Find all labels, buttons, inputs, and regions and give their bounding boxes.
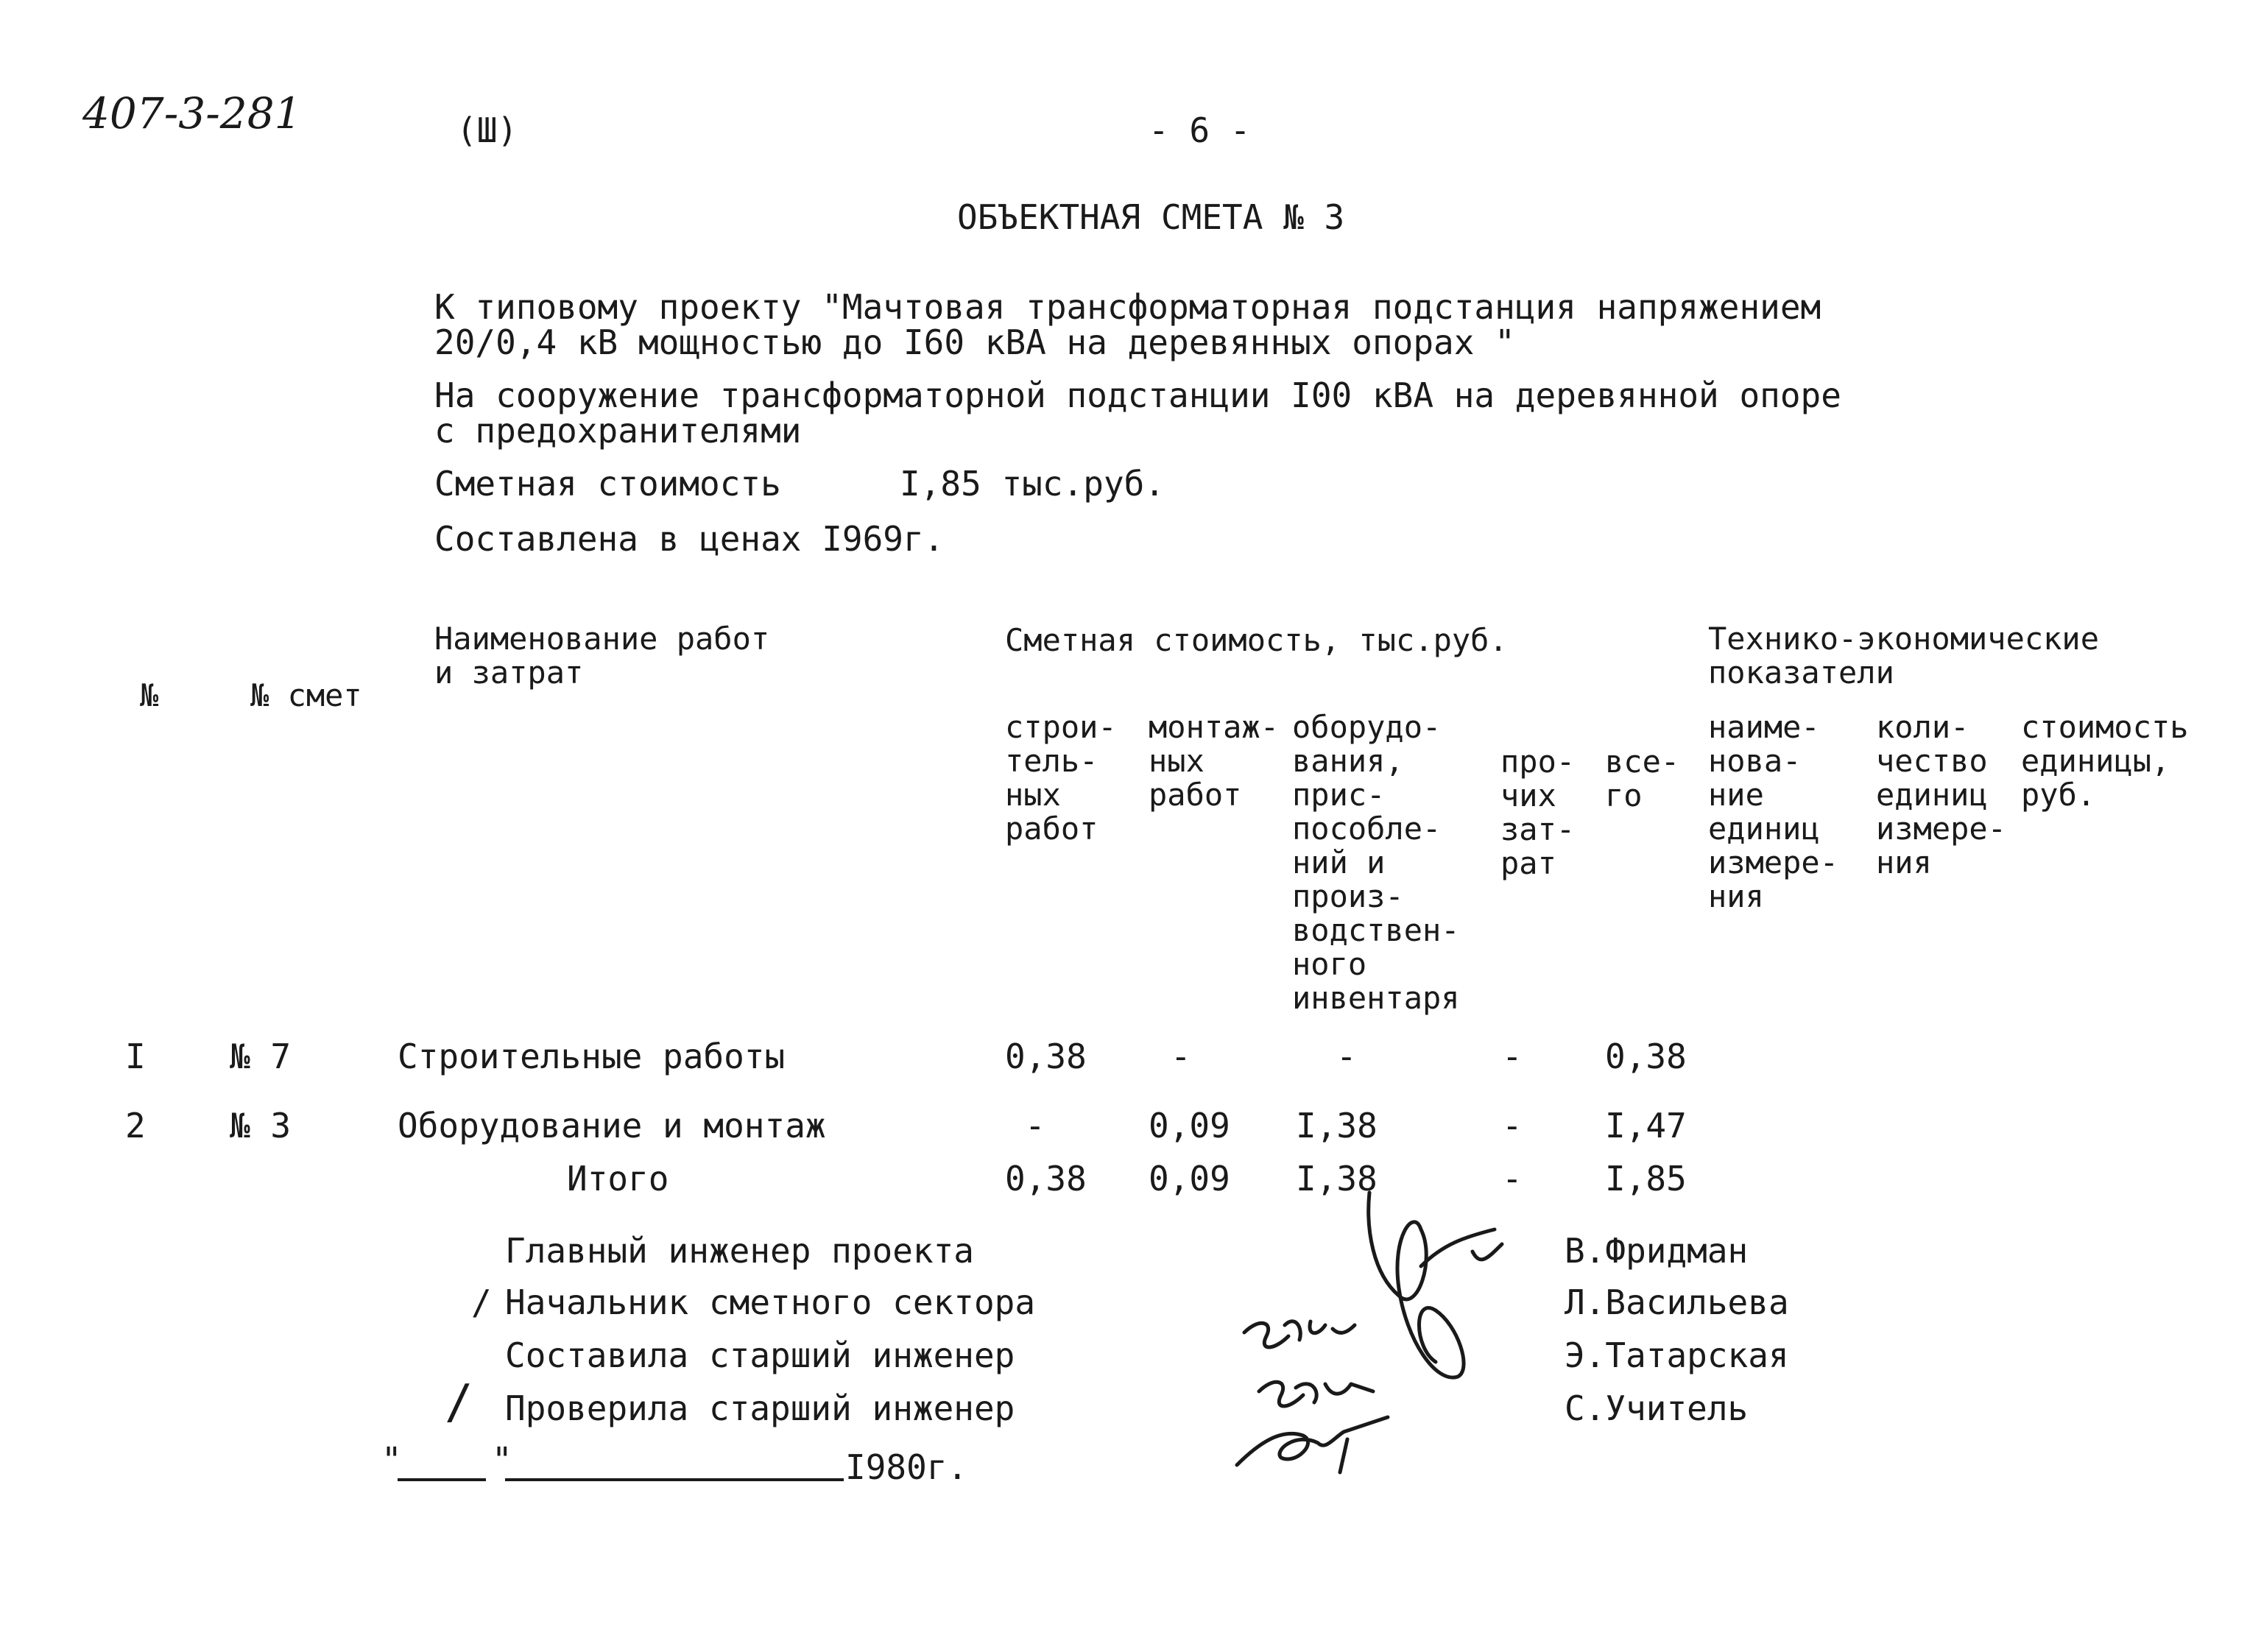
- sub-header-unit-count: коли- чество единиц измере- ния: [1876, 709, 2007, 880]
- signature-2-stroke: [1244, 1321, 1355, 1347]
- document-title: ОБЪЕКТНАЯ СМЕТА № 3: [957, 197, 1345, 237]
- row-construction: 0,38: [1005, 1037, 1087, 1076]
- row-total: I,47: [1605, 1106, 1687, 1146]
- signature-role: Составила старший инженер: [505, 1335, 1015, 1375]
- col-header-no: №: [140, 677, 159, 713]
- row-name: Оборудование и монтаж: [398, 1106, 826, 1146]
- signature-role: Главный инженер проекта: [505, 1231, 974, 1271]
- totals-construction: 0,38: [1005, 1159, 1087, 1199]
- date-year: I980г.: [845, 1447, 968, 1487]
- sub-header-construction: строи- тель- ных работ: [1005, 709, 1117, 847]
- tick-mark: /: [471, 1282, 492, 1322]
- cost-label: Сметная стоимость: [434, 464, 781, 504]
- signature-role: Проверила старший инженер: [505, 1388, 1015, 1428]
- prices-note: Составлена в ценах I969г.: [434, 519, 945, 559]
- group-header-tech: Технико-экономические показатели: [1708, 621, 2100, 691]
- object-line-1: На сооружение трансформаторной подстанции I00 кВА на деревянной опоре: [434, 375, 1841, 415]
- signature-1-stroke: [1369, 1193, 1502, 1377]
- row-equipment: -: [1336, 1037, 1357, 1076]
- totals-installation: 0,09: [1149, 1159, 1230, 1199]
- sub-header-installation: монтаж- ных работ: [1149, 709, 1280, 813]
- sub-header-unit-cost: стоимость единицы, руб.: [2021, 709, 2189, 813]
- row-estimate: № 7: [230, 1037, 292, 1076]
- row-construction: -: [1025, 1106, 1045, 1146]
- totals-label: Итого: [567, 1159, 669, 1199]
- row-total: 0,38: [1605, 1037, 1687, 1076]
- group-header-cost: Сметная стоимость, тыс.руб.: [1005, 622, 1508, 658]
- date-day-blank: [398, 1478, 486, 1481]
- sub-header-other: про- чих зат- рат: [1500, 744, 1576, 881]
- tick-mark: /: [445, 1375, 473, 1430]
- row-installation: 0,09: [1149, 1106, 1230, 1146]
- signature-name: В.Фридман: [1565, 1231, 1749, 1271]
- row-other: -: [1502, 1037, 1523, 1076]
- volume-mark: (Ш): [456, 110, 518, 150]
- totals-total: I,85: [1605, 1159, 1687, 1199]
- sub-header-equipment: оборудо- вания, прис- пособле- ний и произ- водствен- ного инвентаря: [1292, 709, 1460, 1016]
- project-line-1: К типовому проекту "Мачтовая трансформаторная подстанция напряжением: [434, 287, 1821, 327]
- date-month-blank: [505, 1478, 844, 1481]
- sub-header-total: все- го: [1605, 744, 1680, 813]
- project-line-2: 20/0,4 кВ мощностью до I60 кВА на деревянных опорах ": [434, 322, 1515, 362]
- sub-header-unit-name: наиме- нова- ние единиц измере- ния: [1708, 709, 1839, 914]
- col-header-estimate: № смет: [250, 677, 362, 713]
- signature-role: Начальник сметного сектора: [505, 1282, 1036, 1322]
- signature-3-stroke: [1259, 1382, 1373, 1406]
- object-line-2: с предохранителями: [434, 411, 802, 451]
- col-header-name: Наименование работ и затрат: [434, 621, 770, 691]
- cost-value: I,85 тыс.руб.: [900, 464, 1165, 504]
- totals-other: -: [1502, 1159, 1523, 1199]
- date-quote-mid: ": [492, 1440, 512, 1480]
- row-installation: -: [1171, 1037, 1191, 1076]
- signature-name: С.Учитель: [1565, 1388, 1749, 1428]
- page-number: - 6 -: [1149, 110, 1251, 150]
- date-quote-open: ": [381, 1440, 402, 1480]
- totals-equipment: I,38: [1296, 1159, 1378, 1199]
- row-estimate: № 3: [230, 1106, 292, 1146]
- doc-code-handwritten: 407-3-281: [82, 88, 302, 138]
- signature-4-stroke: [1237, 1417, 1388, 1472]
- row-other: -: [1502, 1106, 1523, 1146]
- signature-name: Э.Татарская: [1565, 1335, 1789, 1375]
- row-name: Строительные работы: [398, 1037, 786, 1076]
- handwritten-signatures: [1215, 1148, 1553, 1487]
- signature-name: Л.Васильева: [1565, 1282, 1789, 1322]
- row-equipment: I,38: [1296, 1106, 1378, 1146]
- row-no: I: [125, 1037, 146, 1076]
- row-no: 2: [125, 1106, 146, 1146]
